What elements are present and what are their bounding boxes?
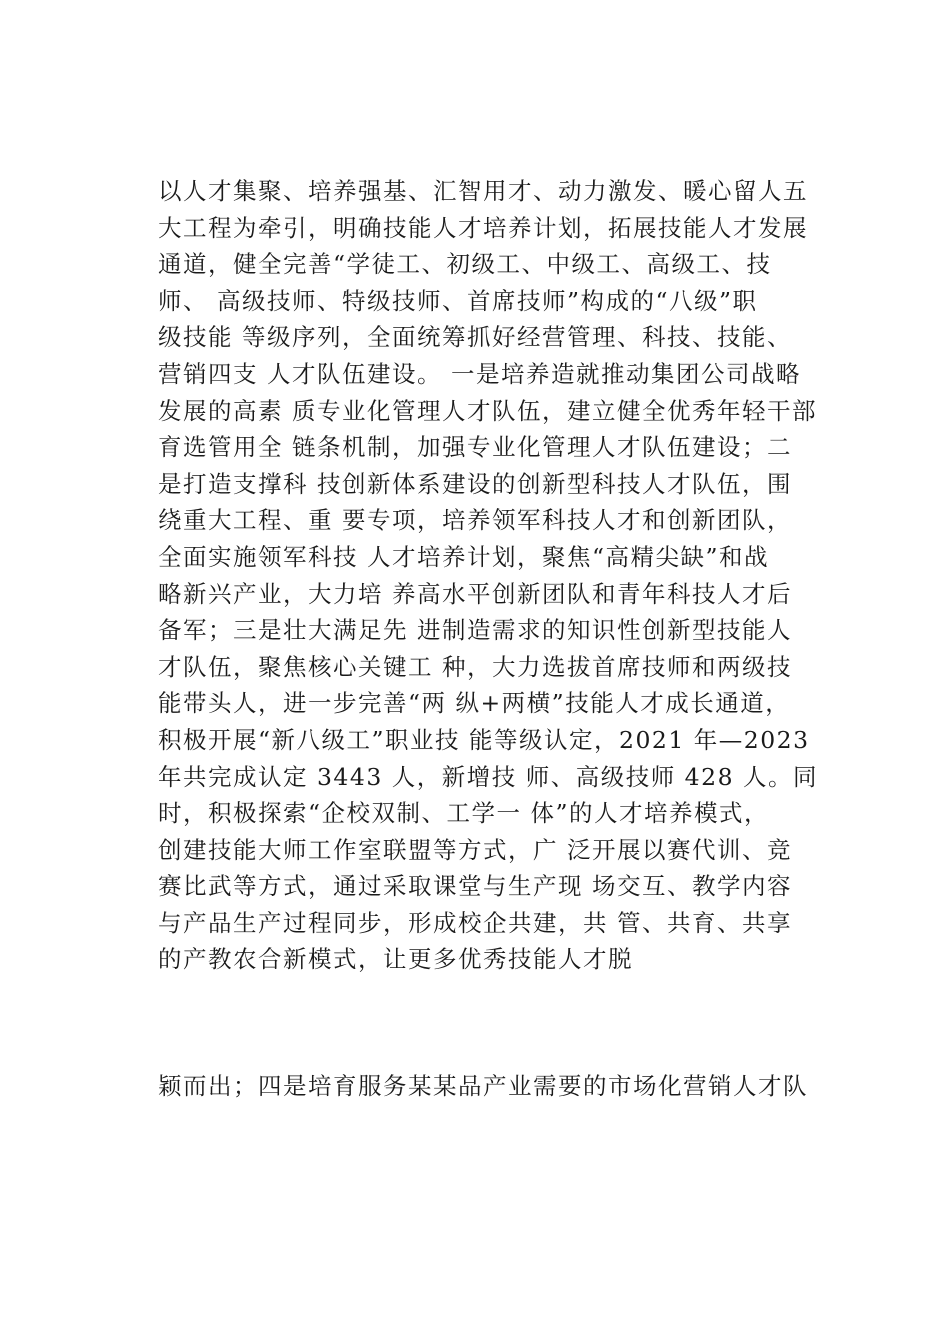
text-line: 略新兴产业，大力培 养高水平创新团队和青年科技人才后 — [158, 579, 792, 608]
trailing-text-line: 颖而出；四是培育服务某某品产业需要的市场化营销人才队 — [158, 1072, 808, 1100]
body-paragraph — [158, 173, 838, 978]
text-line: 与产品生产过程同步，形成校企共建，共 管、共育、共享 — [158, 908, 792, 937]
text-line: 绕重大工程、重 要专项，培养领军科技人才和创新团队， — [158, 506, 792, 535]
text-line: 级技能 等级序列，全面统筹抓好经营管理、科技、技能、 — [158, 323, 792, 352]
text-line: 师、 高级技师、特级技师、首席技师”构成的“八级”职 — [158, 286, 758, 315]
text-line: 创建技能大师工作室联盟等方式，广 泛开展以赛代训、竞 — [158, 835, 792, 864]
text-line: 发展的高素 质专业化管理人才队伍，建立健全优秀年轻干部 — [158, 396, 817, 425]
text-line: 的产教农合新模式，让更多优秀技能人才脱 — [158, 945, 633, 974]
text-line: 育选管用全 链条机制，加强专业化管理人才队伍建设；二 — [158, 433, 792, 462]
text-line: 以人才集聚、培养强基、汇智用才、动力激发、暖心留人五 — [158, 177, 808, 205]
text-line: 赛比武等方式，通过采取课堂与生产现 场交互、教学内容 — [158, 872, 792, 901]
text-line: 积极开展“新八级工”职业技 能等级认定，2021 年—2023 — [158, 725, 810, 754]
text-line: 通道，健全完善“学徒工、初级工、中级工、高级工、技 — [158, 250, 772, 279]
text-line: 大工程为牵引，明确技能人才培养计划，拓展技能人才发展 — [158, 213, 808, 242]
text-line: 能带头人，进一步完善“两 纵+两横”技能人才成长通道， — [158, 689, 791, 718]
text-line: 全面实施领军科技 人才培养计划，聚焦“高精尖缺”和战 — [158, 542, 769, 571]
text-line: 才队伍，聚焦核心关键工 种，大力选拔首席技师和两级技 — [158, 652, 792, 681]
text-line: 营销四支 人才队伍建设。 一是培养造就推动集团公司战略 — [158, 359, 801, 388]
text-line: 时，积极探索“企校双制、工学一 体”的人才培养模式， — [158, 799, 769, 828]
text-line: 是打造支撑科 技创新体系建设的创新型科技人才队伍，围 — [158, 469, 792, 498]
text-line: 年共完成认定 3443 人，新增技 师、高级技师 428 人。同 — [158, 762, 819, 791]
text-line: 备军；三是壮大满足先 进制造需求的知识性创新型技能人 — [158, 616, 792, 645]
